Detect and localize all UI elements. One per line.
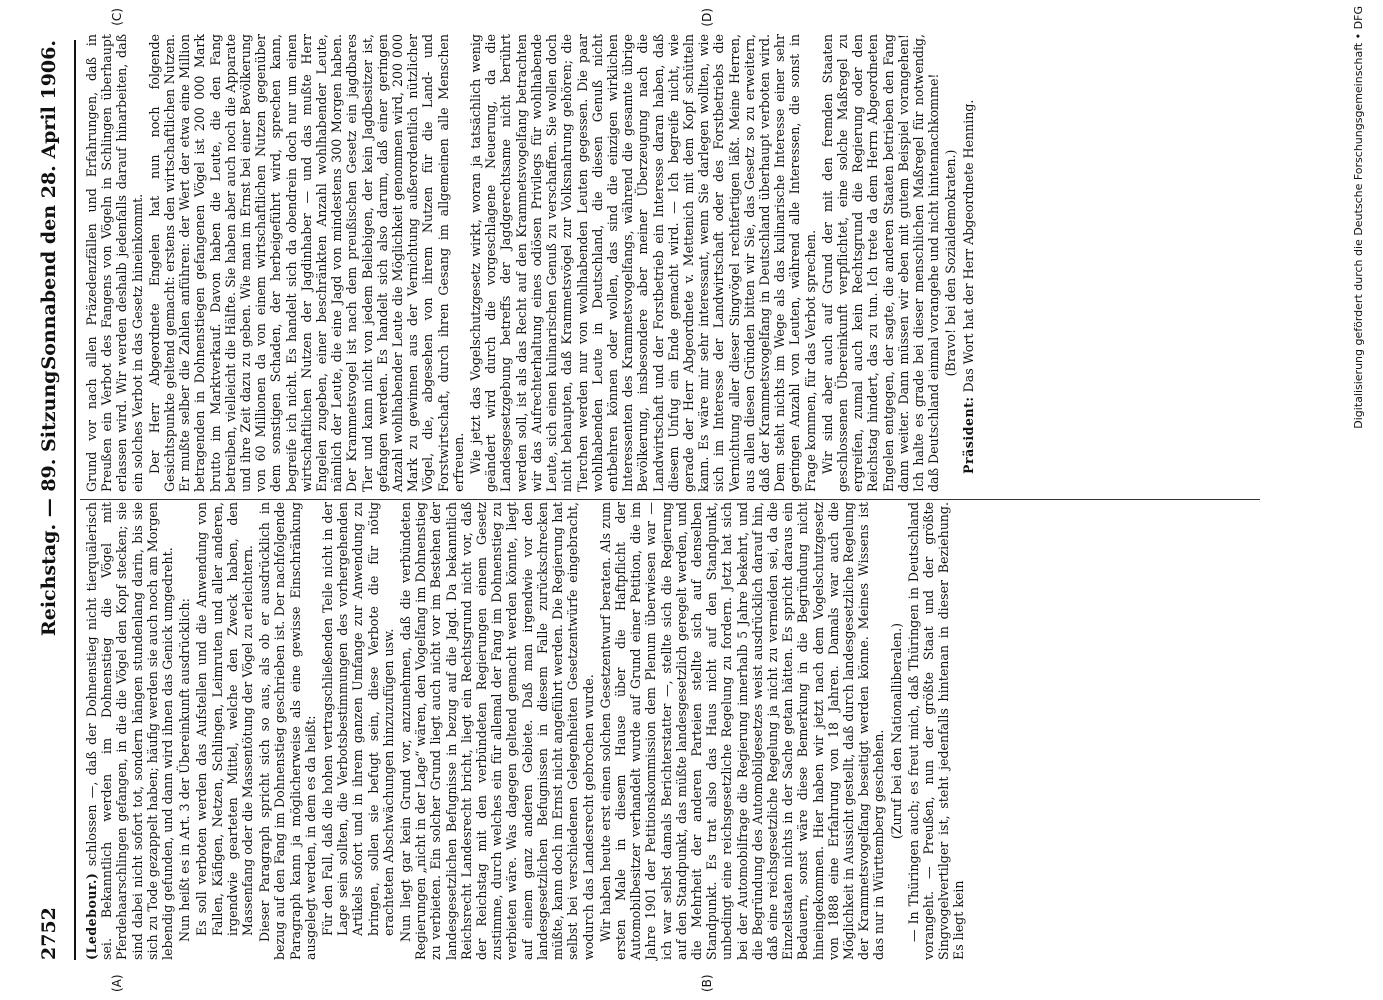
interjection: (Zuruf bei den Nationalliberalen.) bbox=[888, 622, 904, 840]
margin-mark-d: (D) bbox=[700, 8, 714, 27]
paragraph: Der Herr Abgeordnete Engelen hat nun noch folgende Gesichtspunkte geltend gemacht: erstens den wirtschaftlichen Nutzen. Er mußte selber die Zahlen anführen: der Wert der etwa eine Million betragenden in Dohnenstiegen gefangenen Vögel ist 200 000 Mark brutto im Marktverkauf. Davon haben die Leute, die den Fang betreiben, vielleicht die Hälfte. Sie haben aber auch noch die Apparate und ihre Zeit dazu zu geben. Wie man im Ernst bei einer Bevölkerung von 60 Millionen da von einem wirtschaftlichen Nutzen gegenüber dem sonstigen Schaden, der herbeigeführt wird, sprechen kann, begreife ich nicht. Es handelt sich da obendrein doch nur um einen wirtschaftlichen Nutzen der Jagdinhaber — und das mußte Herr Engelen zugeben, einer beschränkten Anzahl wohlhabender Leute, nämlich der Leute, die eine Jagd von mindestens 300 Morgen haben. Der Krammetsvogel ist nach dem preußischen Gesetz ein jagdbares Tier und kann nicht von jedem Beliebigen, der kein Jagdbesitzer ist, gefangen werden. Es handelt sich also darum, daß einer geringen Anzahl wohlhabender Leute die Möglichkeit genommen wird, 200 000 Mark zu gewinnen aus der Vernichtung außerordentlich nützlicher Vögel, die, abgesehen von ihrem Nutzen für die Land- und Forstwirtschaft, durch ihren Gesang im allgemeinen alle Menschen erfreuen. bbox=[146, 34, 466, 492]
paragraph: Nun liegt gar kein Grund vor, anzunehmen, daß die verbündeten Regierungen „nicht in der Lage“ wären, den Vogelfang im Dohnenstieg zu verbieten. Ein solcher Grund liegt auch nicht vor im Bestehen der landesgesetzlichen Befugnisse in bezug auf die Jagd. Da bekanntlich Reichsrecht Landesrecht bricht, liegt ein Rechtsgrund nicht vor, daß der Reichstag mit den verbündeten Regierungen einem Gesetz zustimme, durch welches ein für allemal der Fang im Dohnenstieg zu verbieten wäre. Was dagegen geltend gemacht werden könnte, liegt auf einem ganz anderen Gebiete. Daß man irgendwie vor den landesgesetzlichen Befugnissen in diesem Falle zurückschrecken müßte, kann doch im Ernst nicht angeführt werden. Die Regierung hat selbst bei verschiedenen Gelegenheiten Gesetzentwürfe eingebracht, wodurch das Landesrecht gebrochen wurde. bbox=[398, 502, 596, 960]
paragraph: Wir haben heute erst einen solchen Gesetzentwurf beraten. Als zum ersten Male in diesem Hause über die Haftpflicht der Automobilbesitzer verhandelt wurde auf Grund einer Petition, die im Jahre 1901 der Petitionskommission dem Plenum überwiesen war — ich war selbst damals Berichterstatter —, stellte sich die Regierung auf den Standpunkt, das müßte landesgesetzlich geregelt werden, und die Mehrheit der anderen Parteien stellte sich auf denselben Standpunkt. Es trat also das Haus nicht auf den Standpunkt, unbedingt eine reichsgesetzliche Regelung zu fordern. Jetzt hat sich bei der Automobilfrage die Regierung innerhalb 5 Jahre bekehrt, und die Begründung des Automobilgesetzes weist ausdrücklich darauf hin, daß eine reichsgesetzliche Regelung ja nicht zu vermeiden sei, da die Einzelstaaten nichts in der Sache getan hätten. Es spricht daraus ein Bedauern, sonst wäre diese Bemerkung in die Begründung nicht hineingekommen. Hier haben wir jetzt nach dem Vogelschutzgesetz von 1888 eine Erfahrung von 18 Jahren. Damals war auch die Möglichkeit in Aussicht gestellt, daß durch landesgesetzliche Regelung der Krammetsvogelfang beseitigt werden könne. Meines Wissens ist das nur in Württemberg geschehen. bbox=[597, 502, 887, 960]
quotation: Es soll verboten werden das Aufstellen und die Anwendung von Fallen, Käfigen, Netzen, Schlingen, Leimruten und aller anderen, irgendwie gearteten Mittel, welche den Zweck haben, den Massenfang oder die Massentötung der Vögel zu erleichtern. bbox=[194, 502, 256, 936]
funding-note: Digitalisierung gefördert durch die Deutsche Forschungsgemeinschaft • DFG bbox=[1352, 6, 1365, 429]
paragraph: (Ledebour.) schlossen —, daß der Dohnenstieg nicht tierquälerisch sei. Bekanntlich werden im Dohnenstieg die Vögel mit Pferdehaarschlingen gefangen, in die die Vögel den Kopf stecken; sie sind dabei nicht sofort tot, sondern hängen stundenlang darin, bis sie sich zu Tode gezappelt haben; häufig werden sie auch noch am Morgen lebendig gefunden, und dann wird ihnen das Genick umgedreht. bbox=[84, 502, 176, 960]
margin-mark-b: (B) bbox=[700, 974, 714, 992]
paragraph: — In Thüringen auch; es freut mich, daß Thüringen in Deutschland vorangeht. — Preußen, nun der größte Staat und der größte Singvogelvertilger ist, steht jedenfalls hintenan in dieser Beziehung. Es liegt kein bbox=[905, 502, 967, 960]
paragraph: Nun heißt es in Art. 3 der Übereinkunft ausdrücklich: bbox=[177, 598, 193, 942]
paragraph: Präsident: Das Wort hat der Herr Abgeordnete Henning. bbox=[960, 99, 976, 474]
paragraph: Dieser Paragraph spricht sich so aus, als ob er ausdrücklich in bezug auf den Fang im Dohnenstieg geschrieben ist. Der nachfolgende Paragraph kann ja möglicherweise als eine gewisse Einschränkung ausgelegt werden, in dem es da heißt: bbox=[257, 502, 318, 960]
left-column bbox=[84, 502, 969, 960]
page-number: 2752 bbox=[38, 907, 60, 960]
margin-mark-a: (A) bbox=[110, 974, 124, 992]
paragraph: Wir sind aber auch auf Grund der mit den fremden Staaten geschlossenen Übereinkunft verpflichtet, eine solche Maßregel zu ergreifen, zumal auch kein Rechtsgrund die Regierung oder den Reichstag hindert, das zu tun. Ich trete da dem Herrn Abgeordneten Engelen entgegen, der sagte, die anderen Staaten betrieben den Fang dann weiter. Dann müssen wir eben mit gutem Beispiel vorangehen! Ich halte es grade bei dieser menschlichen Maßregel für notwendig, daß Deutschland einmal vorangehe und nicht hintennachkomme! bbox=[819, 34, 942, 492]
footer-strip bbox=[1352, 6, 1380, 996]
column-divider bbox=[80, 499, 1260, 500]
quotation: Für den Fall, daß die hohen vertragschließenden Teile nicht in der Lage sein sollten, die Verbotsbestimmungen des vorhergehenden Artikels sofort und in ihrem ganzen Umfange zur Anwendung zu bringen, sollen sie befugt sein, diese Verbote die für nötig erachteten Abschwächungen hinzuzufügen usw. bbox=[320, 502, 396, 936]
header-rule bbox=[74, 40, 76, 960]
paragraph: Grund vor nach allen Präzedenzfällen und Erfahrungen, daß in Preußen ein Verbot des Fangens von Vögeln in Schlingen überhaupt erlassen wird. Wir werden deshalb jedenfalls darauf hinarbeiten, daß ein solches Verbot in das Gesetz hineinkommt. bbox=[84, 34, 145, 492]
interjection: (Bravo! bei den Sozialdemokraten.) bbox=[943, 149, 959, 377]
paragraph: Wie jetzt das Vogelschutzgesetz wirkt, woran ja tatsächlich wenig geändert wird durch die vorgeschlagene Neuerung, da die Landesgesetzgebung betreffs der Jagdgerechtsame nicht berührt werden soll, ist als das Recht auf den Krammetsvogelfang betrachten wir das Aufrechterhaltung eines odiösen Privilegs für wohlhabende Leute, sich einen kulinarischen Genuß zu verschaffen. Sie wollen doch nicht behaupten, daß Krammetsvögel zur Volksnahrung gehören; die Tierchen werden nur von wohlhabenden Leuten gegessen. Die paar wohlhabenden Leute in Deutschland, die diesen Genuß nicht entbehren können oder wollen, das sind die einzigen wirklichen Interessenten des Krammetsvogelfangs, während die gesamte übrige Bevölkerung, insbesondere aber meiner Überzeugung nach die Landwirtschaft und der Forstbetrieb ein Interesse daran haben, daß diesem Unfug ein Ende gemacht wird. — Ich begreife nicht, wie gerade der Herr Abgeordnete v. Mettenich mit dem Kopf schütteln kann. Es wäre mir sehr interessant, wenn Sie darlegen wollten, wie sich im Interesse der Landwirtschaft oder des Forstbetriebs die Vernichtung aller dieser Singvögel rechtfertigen läßt. Meine Herren, aus allen diesen Gründen bitten wir Sie, das Gesetz so zu erweitern, daß der Krammetsvogelfang in Deutschland überhaupt verboten wird. Dem steht nichts im Wege als das kulinarische Interesse einer sehr geringen Anzahl von Leuten, während alle Interessen, die sonst in Frage kommen, für das Verbot sprechen. bbox=[468, 34, 818, 492]
session-date: Sonnabend den 28. April 1906. bbox=[38, 40, 60, 370]
margin-mark-c: (C) bbox=[110, 8, 124, 26]
speaker-name: (Ledebour.) bbox=[84, 872, 99, 960]
page-header bbox=[38, 40, 78, 960]
session-title: Reichstag. — 89. Sitzung. bbox=[38, 363, 60, 637]
right-column bbox=[84, 34, 978, 492]
president-label: Präsident: bbox=[960, 396, 976, 474]
